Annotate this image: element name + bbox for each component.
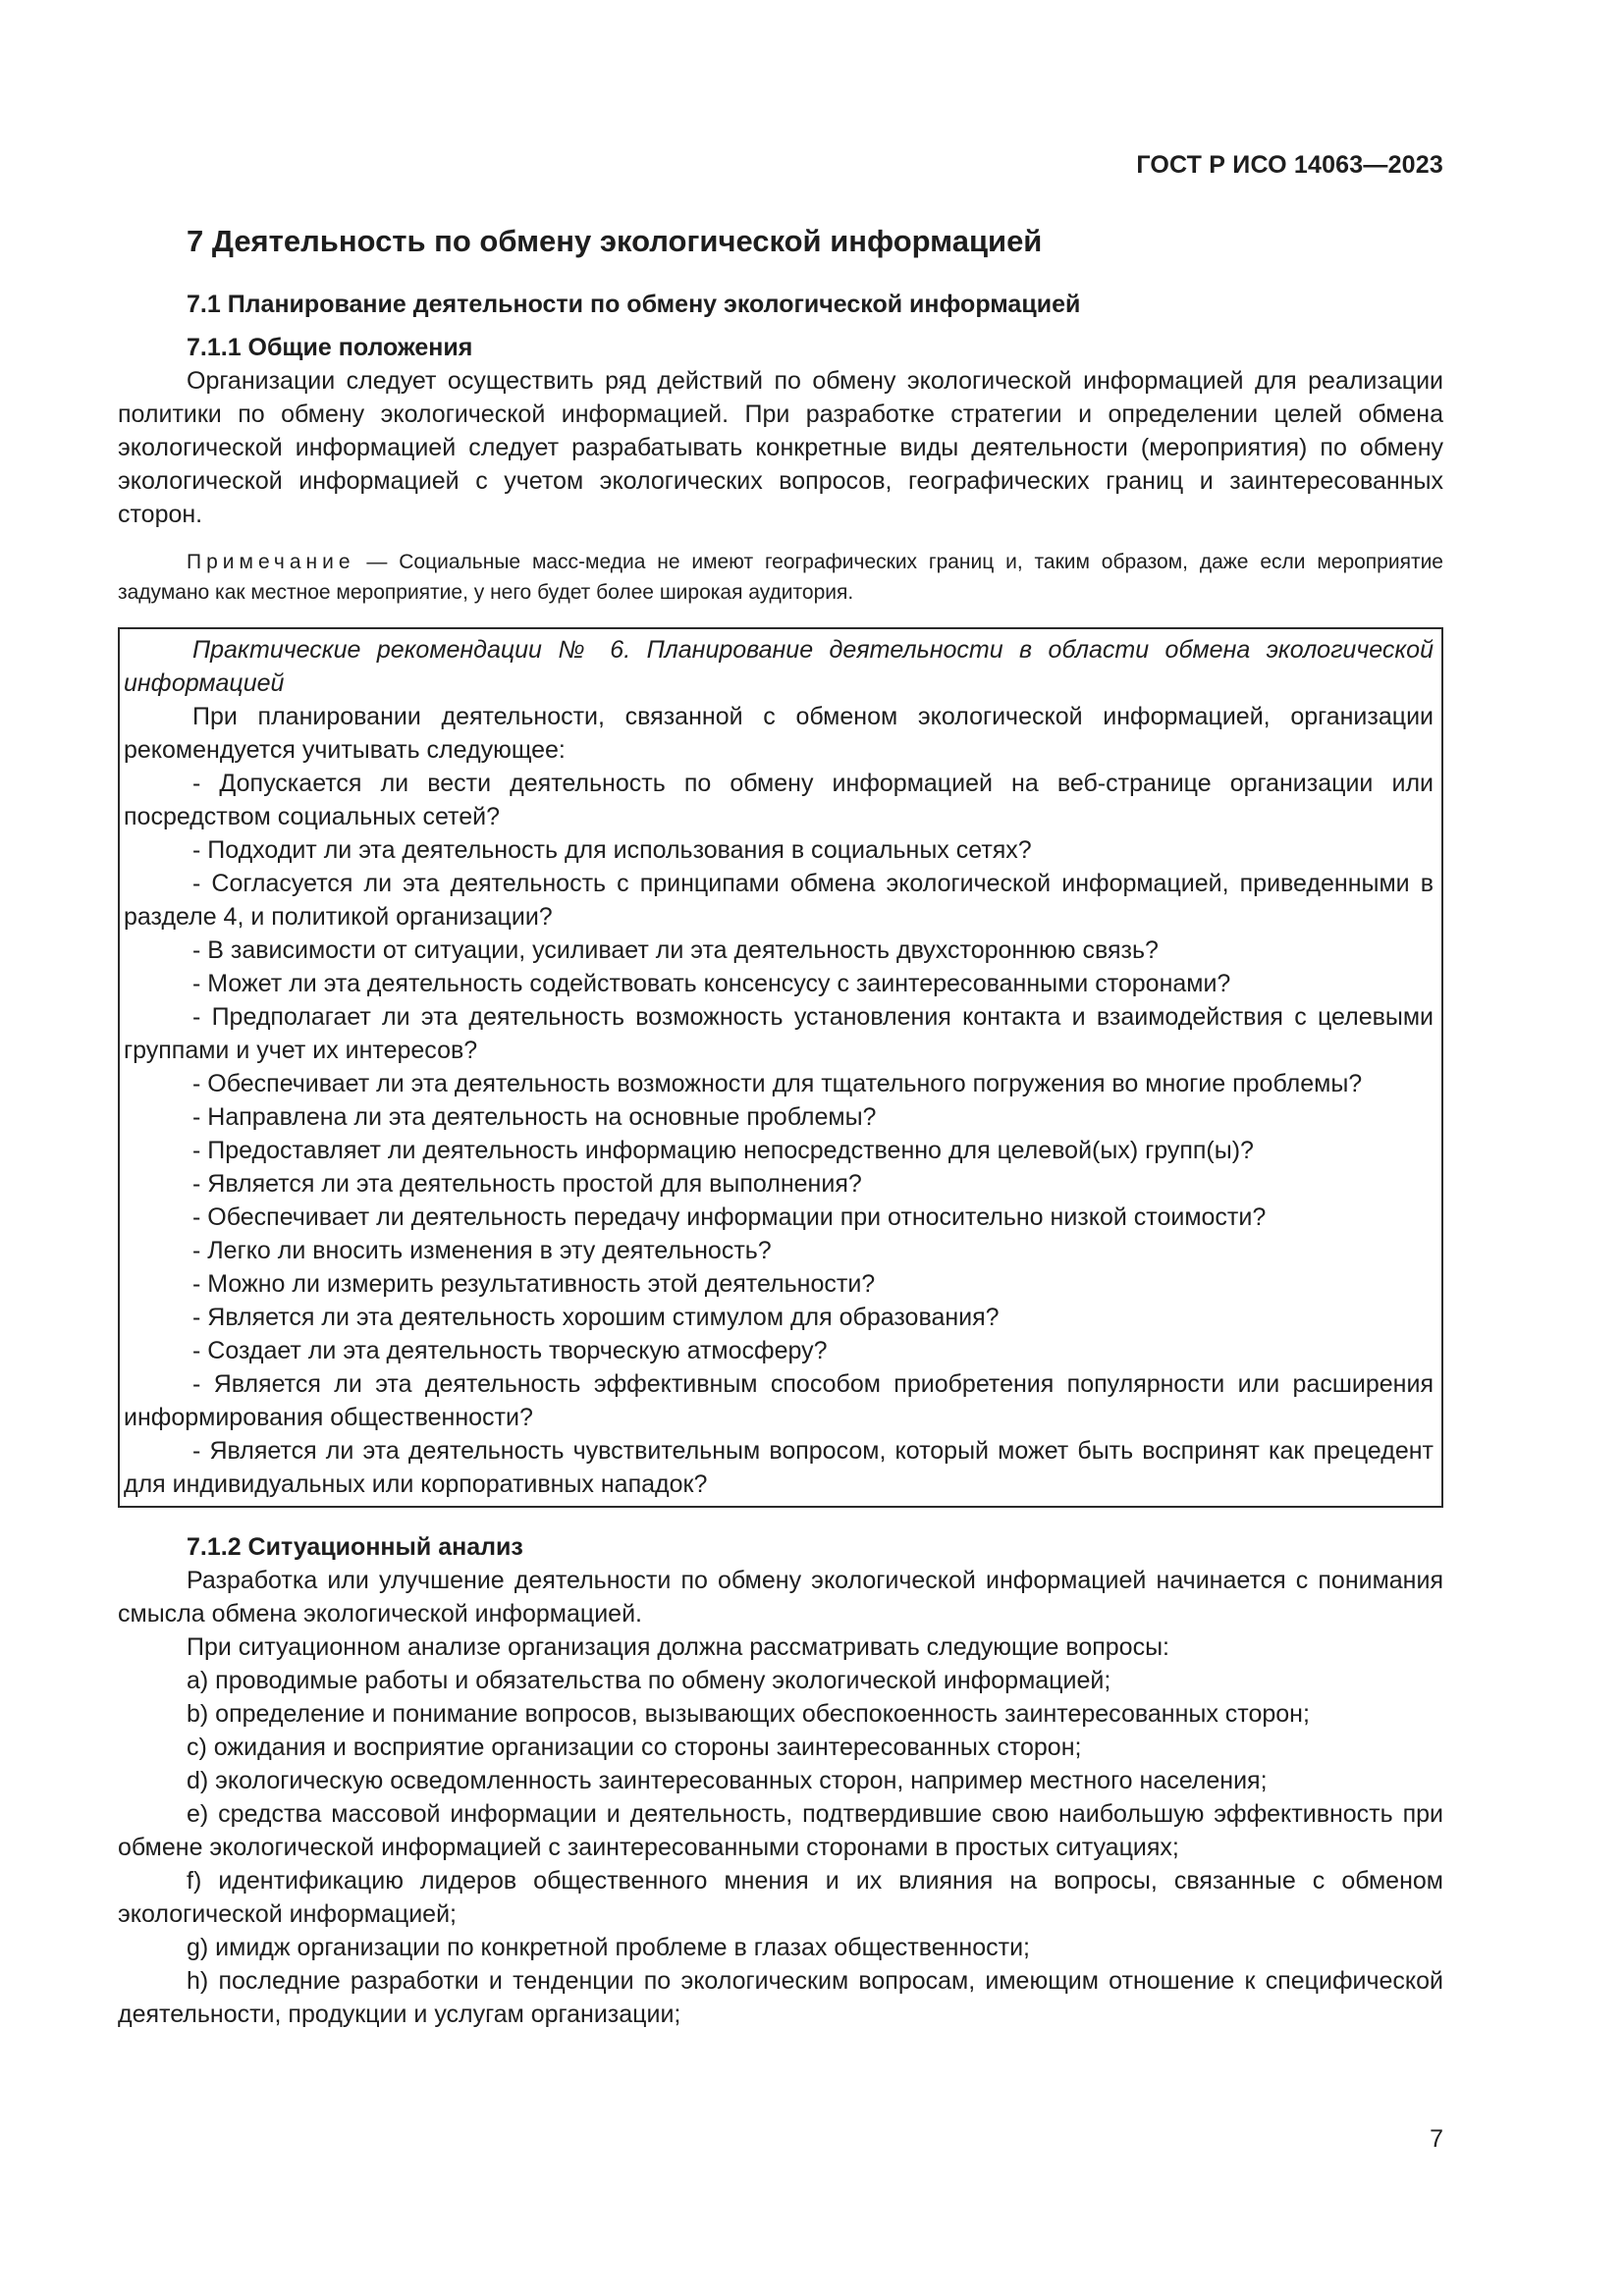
recommendation-item: - Допускается ли вести деятельность по обмену информацией на веб-странице организации или посредством социальных сетей? <box>124 770 1434 830</box>
recommendation-item: - Является ли эта деятельность эффективным способом приобретения популярности или расширения информирования общественности? <box>124 1370 1434 1431</box>
standard-designation: ГОСТ Р ИСО 14063—2023 <box>1136 151 1443 179</box>
recommendation-item: - Является ли эта деятельность простой для выполнения? <box>192 1170 862 1198</box>
recommendation-intro: При планировании деятельности, связанной с обменом экологической информацией, организации рекомендуется учитывать следующее: <box>124 703 1434 764</box>
clause-title-general: 7.1.1 Общие положения <box>187 334 473 361</box>
note-text: — Социальные масс-медиа не имеют географических границ и, таким образом, даже если мероприятие задумано как местное мероприятие, у него будет более широкая аудитория. <box>118 551 1443 604</box>
recommendation-item: - Предоставляет ли деятельность информацию непосредственно для целевой(ых) групп(ы)? <box>192 1137 1254 1164</box>
recommendation-box <box>118 627 1443 1508</box>
subsection-title: 7.1 Планирование деятельности по обмену экологической информацией <box>187 291 1081 318</box>
situation-item: b) определение и понимание вопросов, вызывающих обеспокоенность заинтересованных сторон; <box>187 1700 1310 1728</box>
clause-title-situation: 7.1.2 Ситуационный анализ <box>187 1533 523 1561</box>
recommendation-item: - Предполагает ли эта деятельность возможность установления контакта и взаимодействия с целевыми группами и учет их интересов? <box>124 1003 1434 1064</box>
note-label: Примечание <box>187 551 355 573</box>
situation-paragraph-2: При ситуационном анализе организация должна рассматривать следующие вопросы: <box>187 1633 1170 1661</box>
situation-item: a) проводимые работы и обязательства по обмену экологической информацией; <box>187 1667 1111 1694</box>
situation-item: d) экологическую осведомленность заинтересованных сторон, например местного населения; <box>187 1767 1268 1794</box>
situation-item: c) ожидания и восприятие организации со стороны заинтересованных сторон; <box>187 1734 1082 1761</box>
recommendation-item: - Создает ли эта деятельность творческую атмосферу? <box>192 1337 828 1364</box>
recommendation-item: - Обеспечивает ли эта деятельность возможности для тщательного погружения во многие проблемы? <box>192 1070 1363 1097</box>
recommendation-item: - Направлена ли эта деятельность на основные проблемы? <box>192 1103 877 1131</box>
recommendation-item: - Обеспечивает ли деятельность передачу информации при относительно низкой стоимости? <box>192 1203 1267 1231</box>
situation-paragraph-1: Разработка или улучшение деятельности по обмену экологической информацией начинается с понимания смысла обмена экологической информацией. <box>118 1567 1443 1628</box>
situation-item: f) идентификацию лидеров общественного мнения и их влияния на вопросы, связанные с обменом экологической информацией; <box>118 1867 1443 1928</box>
recommendation-title: Практические рекомендации № 6. Планирование деятельности в области обмена экологической информацией <box>124 636 1434 697</box>
recommendation-item: - Можно ли измерить результативность этой деятельности? <box>192 1270 876 1298</box>
recommendation-item: - Подходит ли эта деятельность для использования в социальных сетях? <box>192 836 1032 864</box>
recommendation-item: - Легко ли вносить изменения в эту деятельность? <box>192 1237 772 1264</box>
recommendation-item: - Согласуется ли эта деятельность с принципами обмена экологической информацией, приведенными в разделе 4, и политикой организации? <box>124 870 1434 931</box>
recommendation-item: - Может ли эта деятельность содействовать консенсусу с заинтересованными сторонами? <box>192 970 1231 997</box>
page-number: 7 <box>1430 2125 1443 2153</box>
recommendation-item: - Является ли эта деятельность хорошим стимулом для образования? <box>192 1304 1000 1331</box>
situation-item: e) средства массовой информации и деятельность, подтвердившие свою наибольшую эффективность при обмене экологической информацией с заинтересованными сторонами в простых ситуациях; <box>118 1800 1443 1861</box>
situation-item: g) имидж организации по конкретной проблеме в глазах общественности; <box>187 1934 1030 1961</box>
section-title: 7 Деятельность по обмену экологической информацией <box>187 224 1043 258</box>
situation-item: h) последние разработки и тенденции по экологическим вопросам, имеющим отношение к специфической деятельности, продукции и услугам организации; <box>118 1967 1443 2028</box>
recommendation-item: - Является ли эта деятельность чувствительным вопросом, который может быть воспринят как прецедент для индивидуальных или корпоративных нападок? <box>124 1437 1434 1498</box>
page-content <box>118 222 1443 2031</box>
general-paragraph: Организации следует осуществить ряд действий по обмену экологической информацией для реализации политики по обмену экологической информацией. При разработке стратегии и определении целей обмена экологической информацией следует разрабатывать конкретные виды деятельности (мероприятия) по обмену экологической информацией с учетом экологических вопросов, географических границ и заинтересованных сторон. <box>118 367 1443 528</box>
recommendation-item: - В зависимости от ситуации, усиливает ли эта деятельность двухстороннюю связь? <box>192 936 1159 964</box>
note <box>118 547 1443 608</box>
